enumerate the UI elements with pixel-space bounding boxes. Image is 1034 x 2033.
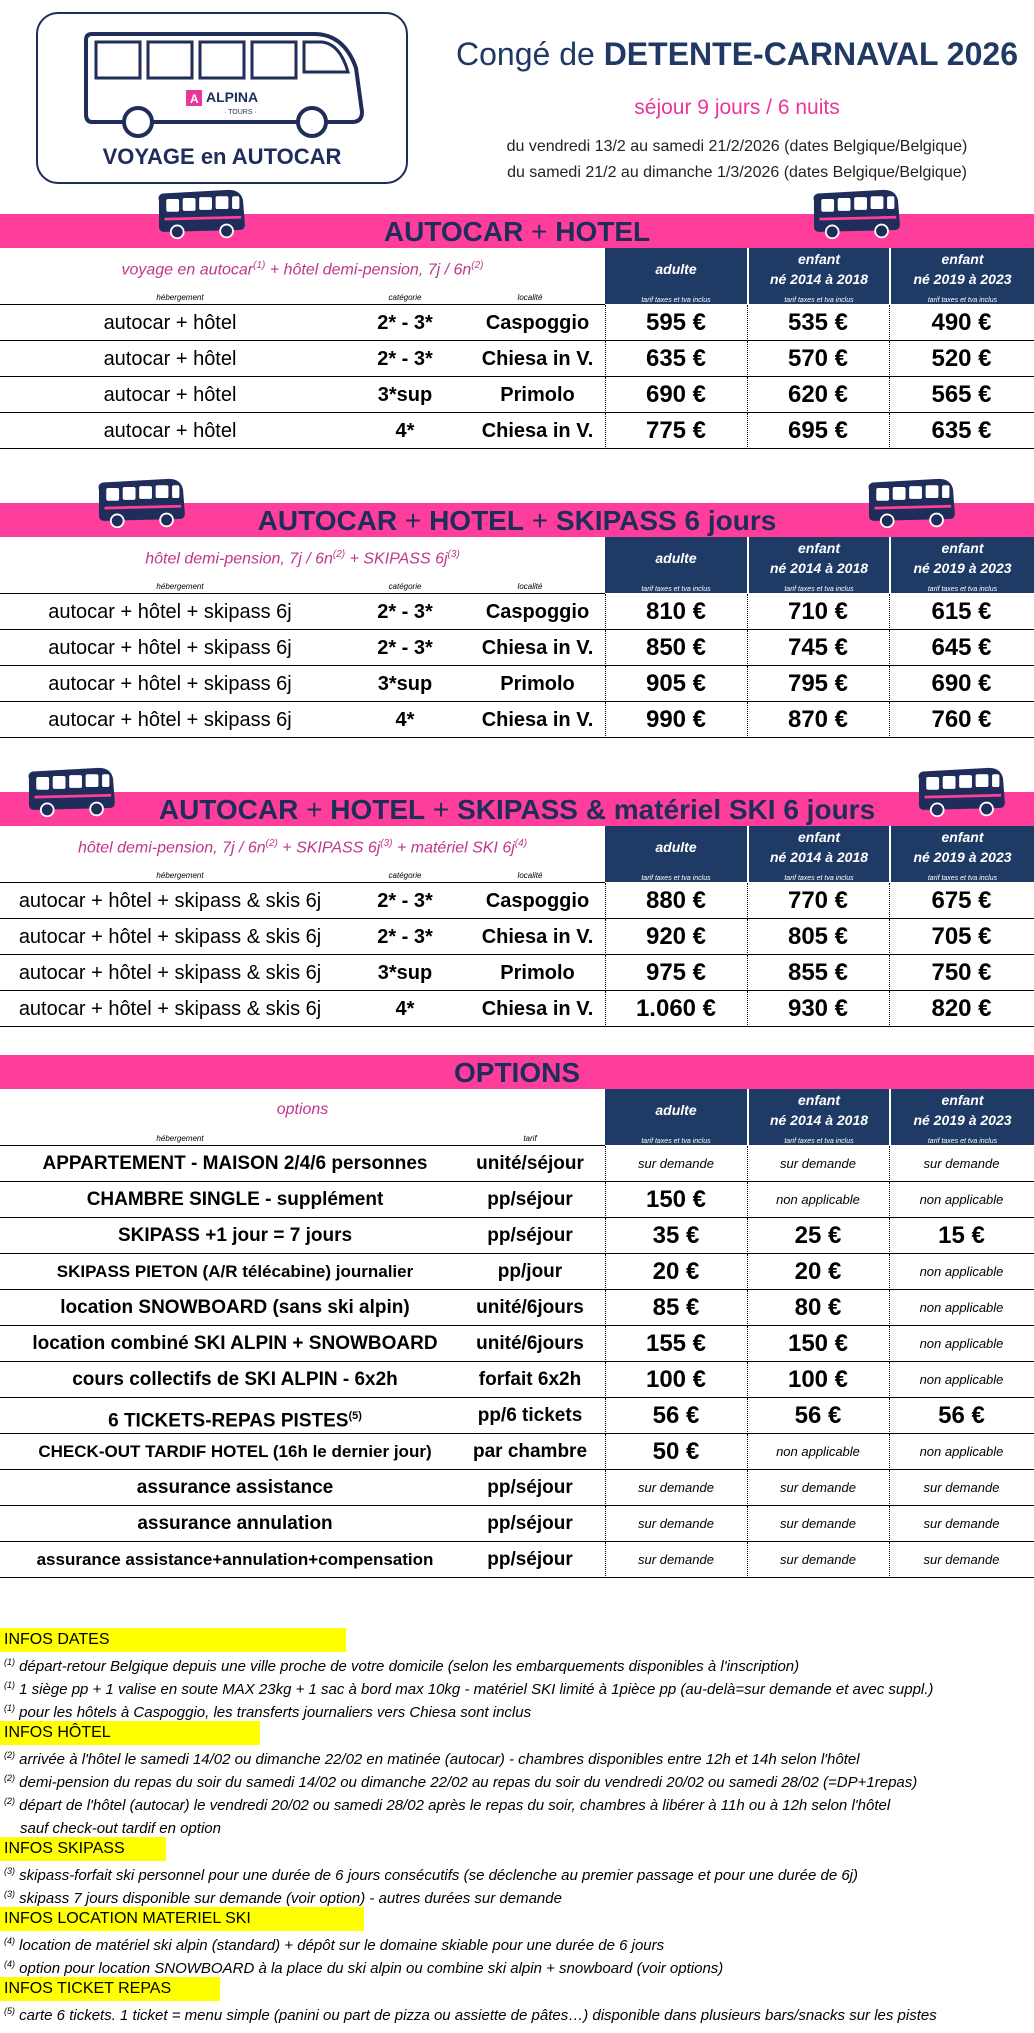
page-title: Congé de DETENTE-CARNAVAL 2026: [456, 36, 1018, 72]
hotel-category: 2* - 3*: [377, 637, 433, 659]
label-hebergement: hébergement: [156, 1134, 204, 1143]
package-label: autocar + hôtel + skipass & skis 6j: [18, 926, 322, 948]
option-price-child2: 15 €: [938, 1222, 985, 1249]
price-row: [0, 377, 1034, 413]
option-unit: par chambre: [472, 1441, 588, 1462]
price-adult: 775 €: [645, 417, 707, 444]
option-price-child1: sur demande: [780, 1480, 856, 1495]
price-child1: 695 €: [787, 417, 849, 444]
hotel-locality: Caspoggio: [485, 312, 590, 334]
bus-icon: [95, 477, 187, 530]
col-adult-header: adulte tarif taxes et tva inclus: [605, 537, 747, 593]
hotel-locality: Caspoggio: [485, 890, 590, 912]
label-hebergement: hébergement: [156, 293, 204, 302]
hotel-category: 3*sup: [377, 673, 433, 695]
infos-line: $^{(4)}$ option pour location SNOWBOARD à la place du ski alpin ou combine ski alpin + snowboard (voir options): [4, 1959, 724, 1977]
hotel-locality: Caspoggio: [485, 601, 590, 623]
hotel-category: 3*sup: [377, 962, 433, 984]
option-label: location SNOWBOARD (sans ski alpin): [60, 1297, 410, 1318]
option-price-child2: non applicable: [919, 1300, 1004, 1315]
option-price-adult: 56 €: [652, 1402, 700, 1429]
option-label: assurance assistance+annulation+compensation: [36, 1550, 434, 1569]
col-child2-header: enfant né 2019 à 2023 tarif taxes et tva inclus: [891, 1089, 1034, 1145]
package-label: autocar + hôtel: [103, 384, 237, 406]
price-row: [0, 594, 1034, 630]
price-child1: 870 €: [787, 706, 849, 733]
option-price-child1: 150 €: [787, 1330, 849, 1357]
price-child2: 615 €: [931, 598, 992, 625]
infos-line: $^{(2)}$ arrivée à l'hôtel le samedi 14/02 ou dimanche 22/02 en matinée (autocar) - chambres disponibles entre 12h et 14h selon l'hôtel: [4, 1750, 860, 1768]
option-row: [0, 1254, 1034, 1290]
option-row: [0, 1290, 1034, 1326]
option-price-adult: sur demande: [638, 1552, 714, 1567]
col-adult-header: adulte tarif taxes et tva inclus: [605, 826, 747, 882]
price-child1: 770 €: [787, 887, 849, 914]
section-banner: AUTOCAR + HOTEL + SKIPASS 6 jours: [0, 503, 1034, 537]
price-child2: 820 €: [931, 995, 992, 1022]
option-label: CHECK-OUT TARDIF HOTEL (16h le dernier jour): [38, 1442, 432, 1461]
options-subtitle: options: [276, 1101, 329, 1118]
price-adult: 635 €: [645, 345, 707, 372]
option-unit: pp/séjour: [487, 1477, 573, 1498]
price-child2: 675 €: [931, 887, 992, 914]
price-row: [0, 305, 1034, 341]
price-child2: 565 €: [931, 381, 992, 408]
option-row: [0, 1506, 1034, 1542]
infos-line: $^{(1)}$ 1 siège pp + 1 valise en soute MAX 23kg + 1 sac à bord max 10kg - matériel SKI limité à 1pièce pp (au-delà=sur demande et avec suppl.): [4, 1680, 934, 1698]
logo-caption: VOYAGE en AUTOCAR: [102, 144, 342, 169]
option-unit: unité/6jours: [476, 1297, 584, 1318]
bus-icon: [915, 766, 1007, 819]
option-price-child2: sur demande: [923, 1552, 1000, 1567]
label-categorie: catégorie: [388, 293, 422, 302]
option-label: CHAMBRE SINGLE - supplément: [86, 1189, 384, 1210]
option-label: APPARTEMENT - MAISON 2/4/6 personnes: [42, 1153, 428, 1174]
option-label: location combiné SKI ALPIN + SNOWBOARD: [32, 1333, 438, 1354]
infos-heading: INFOS HÔTEL: [0, 1721, 260, 1745]
label-localite: localité: [517, 871, 543, 880]
price-child2: 750 €: [931, 959, 992, 986]
section-subtitle: voyage en autocar$^{(1)}$ + hôtel demi-pension, $7j / 6n^{(2)}$: [121, 260, 484, 279]
price-adult: 905 €: [645, 670, 707, 697]
option-label: 6 TICKETS-REPAS PISTES$^{(5)}$: [108, 1410, 362, 1432]
bus-logo-icon: [82, 28, 366, 140]
infos-line: $^{(1)}$ départ-retour Belgique depuis une ville proche de votre domicile (selon les embarquements disponibles à l'inscription): [4, 1657, 800, 1675]
price-row: [0, 991, 1034, 1027]
package-label: autocar + hôtel + skipass & skis 6j: [18, 998, 322, 1020]
option-unit: pp/séjour: [487, 1549, 573, 1570]
price-adult: 920 €: [645, 923, 707, 950]
hotel-locality: Primolo: [500, 384, 575, 406]
option-unit: forfait 6x2h: [478, 1369, 582, 1390]
price-child2: 635 €: [931, 417, 992, 444]
price-child1: 535 €: [787, 309, 849, 336]
option-unit: pp/jour: [497, 1261, 563, 1282]
infos-heading: INFOS SKIPASS: [0, 1837, 166, 1861]
date-line-1: du vendredi 13/2 au samedi 21/2/2026 (dates Belgique/Belgique): [506, 138, 968, 155]
section-subtitle: hôtel demi-pension, $7j / 6n^{(2)}$ + SKIPASS $6j^{(3)}$ + matériel SKI $6j^{(4)}$: [77, 838, 528, 857]
price-child2: 520 €: [931, 345, 992, 372]
section-banner: AUTOCAR + HOTEL: [0, 214, 1034, 248]
hotel-category: 4*: [395, 420, 415, 442]
option-row: [0, 1146, 1034, 1182]
label-localite: localité: [517, 293, 543, 302]
option-label: assurance annulation: [137, 1513, 333, 1534]
hotel-category: 2* - 3*: [377, 601, 433, 623]
price-adult: 1.060 €: [635, 995, 717, 1022]
label-tarif: tarif: [523, 1134, 537, 1143]
infos-line: $^{(1)}$ pour les hôtels à Caspoggio, les transferts journaliers vers Chiesa sont inclus: [4, 1703, 532, 1721]
price-child1: 855 €: [787, 959, 849, 986]
package-label: autocar + hôtel: [103, 312, 237, 334]
option-price-child2: non applicable: [919, 1336, 1004, 1351]
package-label: autocar + hôtel + skipass 6j: [48, 601, 292, 623]
hotel-locality: Primolo: [500, 673, 575, 695]
option-unit: unité/séjour: [476, 1153, 584, 1174]
options-banner: OPTIONS: [0, 1055, 1034, 1089]
option-price-adult: 35 €: [652, 1222, 700, 1249]
price-child2: 705 €: [931, 923, 992, 950]
infos-line: $^{(3)}$ skipass-forfait ski personnel pour une durée de 6 jours consécutifs (se déclenche au premier passage et pour une durée de 6j): [4, 1866, 858, 1884]
option-price-child1: 80 €: [794, 1294, 842, 1321]
option-price-child1: 20 €: [794, 1258, 842, 1285]
option-label: SKIPASS PIETON (A/R télécabine) journalier: [56, 1262, 414, 1281]
package-label: autocar + hôtel: [103, 348, 237, 370]
package-label: autocar + hôtel + skipass 6j: [48, 637, 292, 659]
hotel-locality: Chiesa in V.: [481, 348, 594, 370]
price-adult: 850 €: [645, 634, 707, 661]
option-price-child1: sur demande: [780, 1156, 856, 1171]
price-adult: 595 €: [645, 309, 707, 336]
label-categorie: catégorie: [388, 871, 422, 880]
col-child1-header: enfant né 2014 à 2018 tarif taxes et tva inclus: [749, 826, 889, 882]
price-child1: 795 €: [787, 670, 849, 697]
option-label: assurance assistance: [136, 1477, 334, 1498]
price-child1: 570 €: [787, 345, 849, 372]
hotel-category: 2* - 3*: [377, 890, 433, 912]
hotel-category: 2* - 3*: [377, 348, 433, 370]
infos-line: $^{(4)}$ location de matériel ski alpin (standard) + dépôt sur le domaine skiable pour une durée de 6 jours: [4, 1936, 665, 1954]
hotel-locality: Chiesa in V.: [481, 998, 594, 1020]
price-row: [0, 341, 1034, 377]
price-child1: 710 €: [787, 598, 849, 625]
option-unit: pp/6 tickets: [477, 1405, 583, 1426]
option-unit: pp/séjour: [487, 1225, 573, 1246]
col-child2-header: enfant né 2019 à 2023 tarif taxes et tva inclus: [891, 826, 1034, 882]
hotel-locality: Chiesa in V.: [481, 420, 594, 442]
option-row: [0, 1326, 1034, 1362]
price-adult: 990 €: [645, 706, 707, 733]
price-child1: 745 €: [787, 634, 849, 661]
hotel-locality: Chiesa in V.: [481, 709, 594, 731]
option-unit: pp/séjour: [487, 1189, 573, 1210]
price-adult: 690 €: [645, 381, 707, 408]
col-child1-header: enfant né 2014 à 2018 tarif taxes et tva inclus: [749, 248, 889, 304]
option-price-adult: 85 €: [652, 1294, 700, 1321]
option-price-child2: sur demande: [923, 1156, 1000, 1171]
price-row: [0, 702, 1034, 738]
option-price-adult: 100 €: [645, 1366, 707, 1393]
svg-text:· TOURS ·: · TOURS ·: [224, 109, 257, 116]
price-child2: 690 €: [931, 670, 992, 697]
hotel-locality: Chiesa in V.: [481, 637, 594, 659]
logo-box: [36, 12, 408, 184]
infos-line: $^{(3)}$ skipass 7 jours disponible sur demande (voir option) - autres durées sur demande: [4, 1889, 562, 1907]
label-localite: localité: [517, 582, 543, 591]
option-label: SKIPASS +1 jour = 7 jours: [117, 1225, 353, 1246]
bus-icon: [155, 188, 247, 241]
col-adult-header: adulte tarif taxes et tva inclus: [605, 1089, 747, 1145]
hotel-category: 2* - 3*: [377, 312, 433, 334]
option-row: [0, 1542, 1034, 1578]
svg-text:A: A: [190, 92, 199, 106]
infos-line: $^{(2)}$ demi-pension du repas du soir du samedi 14/02 ou dimanche 22/02 au repas du soir du vendredi 20/02 ou samedi 28/02 (=DP+1repas): [4, 1773, 918, 1791]
option-unit: pp/séjour: [487, 1513, 573, 1534]
option-price-adult: sur demande: [638, 1480, 714, 1495]
price-adult: 880 €: [645, 887, 707, 914]
option-row: [0, 1182, 1034, 1218]
infos-heading: INFOS DATES: [0, 1628, 346, 1652]
bus-icon: [25, 766, 117, 819]
option-price-adult: 150 €: [645, 1186, 707, 1213]
price-row: [0, 630, 1034, 666]
price-child1: 620 €: [787, 381, 849, 408]
col-child1-header: enfant né 2014 à 2018 tarif taxes et tva inclus: [749, 537, 889, 593]
price-child2: 645 €: [931, 634, 992, 661]
col-child2-header: enfant né 2019 à 2023 tarif taxes et tva inclus: [891, 537, 1034, 593]
hotel-category: 4*: [395, 709, 415, 731]
option-row: [0, 1398, 1034, 1434]
option-price-adult: sur demande: [638, 1516, 714, 1531]
hotel-category: 3*sup: [377, 384, 433, 406]
col-child1-header: enfant né 2014 à 2018 tarif taxes et tva inclus: [749, 1089, 889, 1145]
label-categorie: catégorie: [388, 582, 422, 591]
svg-text:ALPINA: ALPINA: [206, 89, 259, 105]
price-child2: 760 €: [931, 706, 992, 733]
infos-line: $^{(2)}$ départ de l'hôtel (autocar) le vendredi 20/02 ou samedi 28/02 après le repas du soir, chambres à libérer à 11h ou à 12h selon l'hôtel: [4, 1796, 891, 1814]
package-label: autocar + hôtel + skipass & skis 6j: [18, 962, 322, 984]
option-price-child1: non applicable: [776, 1192, 860, 1207]
option-label: cours collectifs de SKI ALPIN - 6x2h: [72, 1369, 398, 1390]
option-price-child1: sur demande: [780, 1516, 856, 1531]
hotel-category: 2* - 3*: [377, 926, 433, 948]
option-price-child1: non applicable: [776, 1444, 860, 1459]
option-price-child1: 100 €: [787, 1366, 849, 1393]
bus-icon: [865, 477, 957, 530]
option-price-child1: sur demande: [780, 1552, 856, 1567]
hotel-category: 4*: [395, 998, 415, 1020]
option-price-adult: 50 €: [652, 1438, 700, 1465]
price-row: [0, 666, 1034, 702]
package-label: autocar + hôtel: [103, 420, 237, 442]
infos-heading: INFOS LOCATION MATERIEL SKI: [0, 1907, 364, 1931]
price-row: [0, 413, 1034, 449]
price-child1: 930 €: [787, 995, 849, 1022]
option-price-child2: non applicable: [919, 1264, 1004, 1279]
price-child2: 490 €: [931, 309, 992, 336]
package-label: autocar + hôtel + skipass 6j: [48, 673, 292, 695]
option-price-child2: 56 €: [938, 1402, 985, 1429]
option-row: [0, 1470, 1034, 1506]
infos-line: sauf check-out tardif en option: [20, 1820, 221, 1837]
option-price-child1: 56 €: [794, 1402, 842, 1429]
price-adult: 810 €: [645, 598, 707, 625]
option-price-child2: non applicable: [919, 1372, 1004, 1387]
bus-icon: [810, 188, 902, 241]
option-unit: unité/6jours: [476, 1333, 584, 1354]
section-subtitle: hôtel demi-pension, $7j / 6n^{(2)}$ + SKIPASS $6j^{(3)}$: [145, 549, 460, 568]
price-adult: 975 €: [645, 959, 707, 986]
price-row: [0, 883, 1034, 919]
infos-heading: INFOS TICKET REPAS: [0, 1977, 220, 2001]
label-hebergement: hébergement: [156, 582, 204, 591]
price-child1: 805 €: [787, 923, 849, 950]
price-row: [0, 955, 1034, 991]
col-child2-header: enfant né 2019 à 2023 tarif taxes et tva inclus: [891, 248, 1034, 304]
package-label: autocar + hôtel + skipass 6j: [48, 709, 292, 731]
option-price-child2: sur demande: [923, 1480, 1000, 1495]
option-row: [0, 1218, 1034, 1254]
option-row: [0, 1362, 1034, 1398]
hotel-locality: Chiesa in V.: [481, 926, 594, 948]
infos-line: $^{(5)}$ carte 6 tickets. 1 ticket = menu simple (panini ou part de pizza ou assiette de pâtes…) disponible dans plusieurs bars/snacks sur les pistes: [4, 2006, 937, 2024]
hotel-locality: Primolo: [500, 962, 575, 984]
page-subtitle: séjour 9 jours / 6 nuits: [634, 96, 840, 119]
option-price-child2: sur demande: [923, 1516, 1000, 1531]
package-label: autocar + hôtel + skipass & skis 6j: [18, 890, 322, 912]
option-price-child2: non applicable: [919, 1192, 1004, 1207]
label-hebergement: hébergement: [156, 871, 204, 880]
section-banner: AUTOCAR + HOTEL + SKIPASS & matériel SKI 6 jours: [0, 792, 1034, 826]
date-line-2: du samedi 21/2 au dimanche 1/3/2026 (dates Belgique/Belgique): [507, 164, 967, 181]
option-row: [0, 1434, 1034, 1470]
option-price-child2: non applicable: [919, 1444, 1004, 1459]
price-row: [0, 919, 1034, 955]
option-price-adult: 20 €: [652, 1258, 700, 1285]
option-price-adult: 155 €: [645, 1330, 707, 1357]
option-price-adult: sur demande: [638, 1156, 714, 1171]
option-price-child1: 25 €: [794, 1222, 842, 1249]
col-adult-header: adulte tarif taxes et tva inclus: [605, 248, 747, 304]
